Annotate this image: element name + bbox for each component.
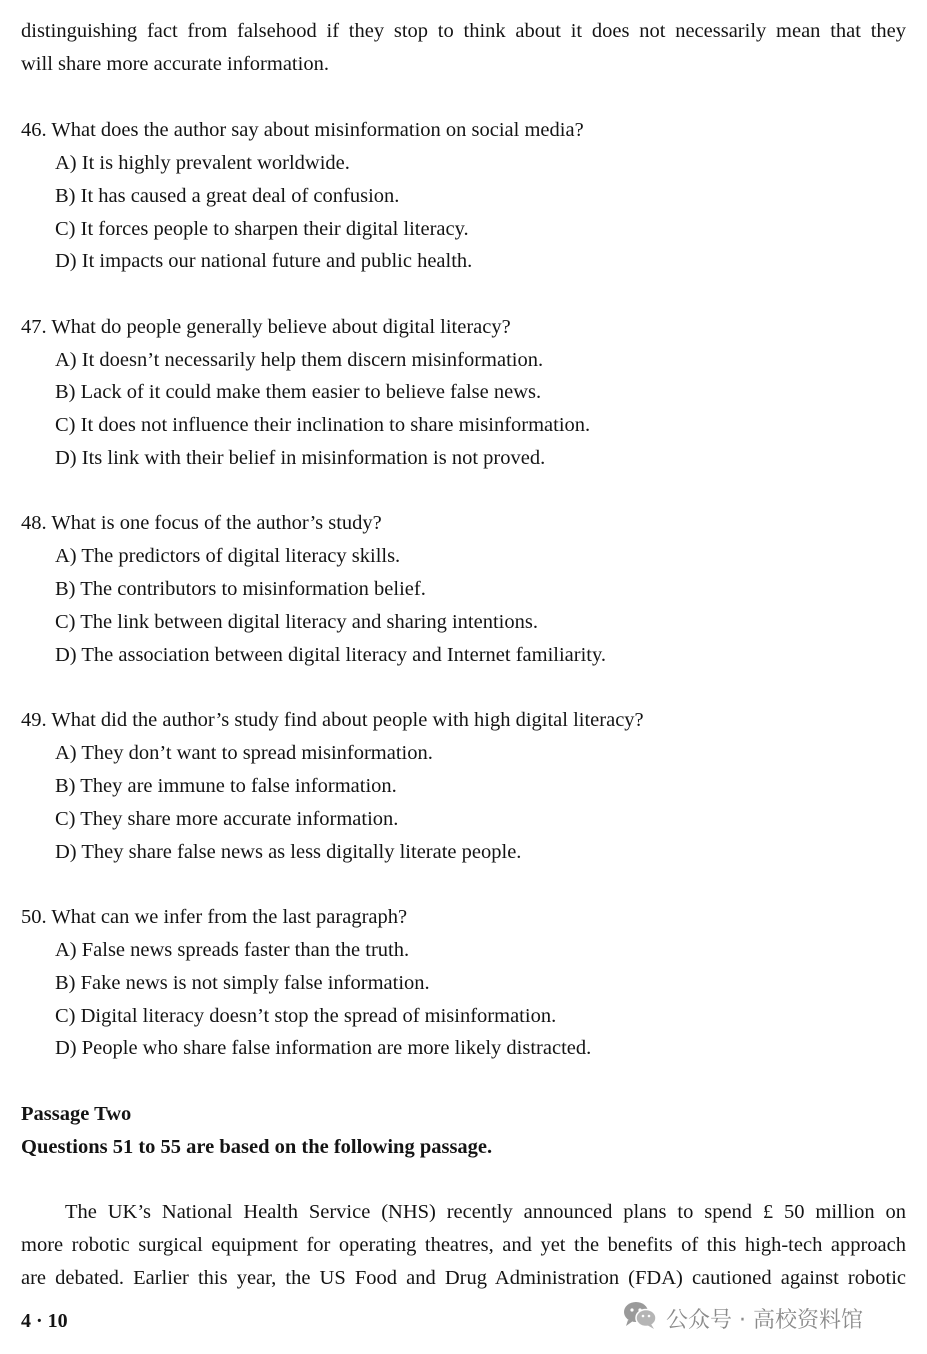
question-47-option-c: C) It does not influence their inclination to share misinformation. bbox=[55, 414, 591, 436]
question-48-stem: 48. What is one focus of the author’s study? bbox=[21, 512, 382, 534]
question-47-option-a: A) It doesn’t necessarily help them discern misinformation. bbox=[55, 349, 544, 371]
question-50-option-d: D) People who share false information are more likely distracted. bbox=[55, 1037, 592, 1059]
question-50-option-a: A) False news spreads faster than the truth. bbox=[55, 939, 410, 961]
passage-two-line-3: are debated. Earlier this year, the US Food and Drug Administration (FDA) cautioned against robotic bbox=[21, 1267, 906, 1289]
watermark-text: 公众号 · 高校资料馆 bbox=[666, 1307, 863, 1333]
passage-two-line-1: The UK’s National Health Service (NHS) recently announced plans to spend £ 50 million on bbox=[65, 1201, 906, 1223]
watermark bbox=[622, 1300, 863, 1336]
intro-line-2: will share more accurate information. bbox=[21, 53, 329, 75]
wechat-icon bbox=[622, 1300, 658, 1336]
question-46-stem: 46. What does the author say about misinformation on social media? bbox=[21, 119, 584, 141]
question-49-option-a: A) They don’t want to spread misinformation. bbox=[55, 742, 433, 764]
question-46-option-c: C) It forces people to sharpen their digital literacy. bbox=[55, 218, 469, 240]
question-46-option-a: A) It is highly prevalent worldwide. bbox=[55, 152, 350, 174]
question-49-stem: 49. What did the author’s study find about people with high digital literacy? bbox=[21, 709, 644, 731]
question-47-stem: 47. What do people generally believe about digital literacy? bbox=[21, 316, 511, 338]
question-48-option-b: B) The contributors to misinformation belief. bbox=[55, 578, 426, 600]
question-49-option-c: C) They share more accurate information. bbox=[55, 808, 399, 830]
passage-two-line-2: more robotic surgical equipment for operating theatres, and yet the benefits of this high-tech approach bbox=[21, 1234, 906, 1256]
passage-two-instruction: Questions 51 to 55 are based on the following passage. bbox=[21, 1136, 493, 1158]
intro-line-1: distinguishing fact from falsehood if they stop to think about it does not necessarily mean that they bbox=[21, 20, 906, 42]
question-49-option-d: D) They share false news as less digitally literate people. bbox=[55, 841, 522, 863]
question-48-option-a: A) The predictors of digital literacy skills. bbox=[55, 545, 401, 567]
page-number: 4 · 10 bbox=[21, 1310, 68, 1332]
question-49-option-b: B) They are immune to false information. bbox=[55, 775, 397, 797]
question-48-option-d: D) The association between digital literacy and Internet familiarity. bbox=[55, 644, 607, 666]
question-47-option-b: B) Lack of it could make them easier to believe false news. bbox=[55, 381, 542, 403]
question-50-option-c: C) Digital literacy doesn’t stop the spread of misinformation. bbox=[55, 1005, 557, 1027]
question-50-stem: 50. What can we infer from the last paragraph? bbox=[21, 906, 408, 928]
question-48-option-c: C) The link between digital literacy and sharing intentions. bbox=[55, 611, 538, 633]
question-50-option-b: B) Fake news is not simply false information. bbox=[55, 972, 430, 994]
question-47-option-d: D) Its link with their belief in misinformation is not proved. bbox=[55, 447, 546, 469]
passage-two-heading: Passage Two bbox=[21, 1103, 132, 1125]
question-46-option-b: B) It has caused a great deal of confusion. bbox=[55, 185, 400, 207]
question-46-option-d: D) It impacts our national future and public health. bbox=[55, 250, 473, 272]
